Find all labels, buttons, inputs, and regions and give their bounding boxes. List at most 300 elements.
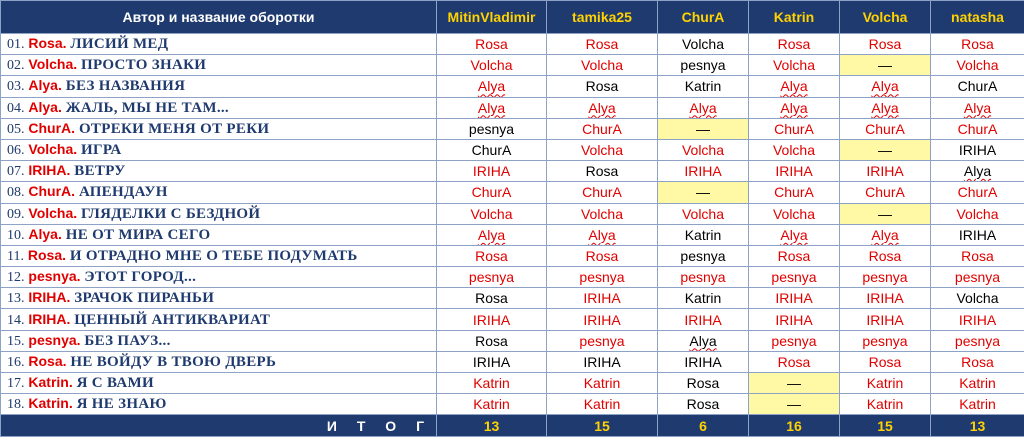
- vote-cell: [658, 330, 749, 351]
- vote-value: Volcha: [956, 57, 999, 74]
- song-cell: [1, 182, 437, 203]
- header-user-chura: ChurA: [658, 1, 749, 34]
- vote-value: IRIHA: [472, 353, 511, 370]
- vote-cell: [658, 224, 749, 245]
- vote-value: Rosa: [777, 36, 811, 53]
- vote-cell: [658, 394, 749, 415]
- vote-value: Volcha: [681, 205, 725, 222]
- vote-cell: [437, 203, 547, 224]
- song-title: ВЕТРУ: [74, 163, 126, 180]
- vote-value: IRIHA: [775, 163, 813, 180]
- table-row: [1, 139, 1024, 160]
- header-user-mitinvladimir: MitinVladimir: [437, 1, 547, 34]
- vote-cell: [658, 267, 749, 288]
- song-number: 04.: [7, 100, 25, 116]
- vote-cell: [840, 34, 931, 55]
- vote-value: Alya: [588, 99, 616, 116]
- vote-cell: [749, 118, 840, 139]
- vote-value: IRIHA: [472, 163, 511, 180]
- vote-value: pesnya: [680, 57, 726, 74]
- vote-value: Rosa: [585, 78, 619, 95]
- vote-cell: [840, 267, 931, 288]
- vote-cell: [931, 224, 1024, 245]
- song-author: IRIHA.: [28, 310, 71, 327]
- song-number: 17.: [7, 376, 25, 392]
- vote-value: pesnya: [771, 269, 817, 286]
- table-row: [1, 394, 1024, 415]
- vote-cell: [658, 373, 749, 394]
- song-number: 10.: [7, 227, 25, 243]
- total-value: 15: [840, 415, 931, 437]
- vote-value: —: [787, 396, 801, 413]
- vote-value: IRIHA: [775, 290, 813, 307]
- song-author: Katrin.: [28, 395, 73, 412]
- song-cell: [1, 373, 437, 394]
- song-cell: [1, 97, 437, 118]
- vote-cell: [437, 161, 547, 182]
- vote-value: —: [787, 375, 801, 392]
- vote-cell: [437, 139, 547, 160]
- song-cell: [1, 245, 437, 266]
- song-number: 03.: [7, 79, 25, 95]
- vote-cell: [931, 139, 1024, 160]
- vote-value: Volcha: [772, 142, 816, 159]
- vote-value: ChurA: [957, 120, 998, 137]
- vote-cell: [749, 34, 840, 55]
- vote-value: IRIHA: [583, 353, 621, 370]
- vote-cell: [749, 161, 840, 182]
- vote-value: Katrin: [866, 396, 904, 413]
- song-number: 12.: [7, 270, 25, 286]
- vote-cell: [437, 351, 547, 372]
- vote-value: ChurA: [582, 184, 622, 201]
- vote-cell: [749, 267, 840, 288]
- vote-value: Katrin: [684, 78, 722, 95]
- table-row: [1, 224, 1024, 245]
- vote-cell: [658, 288, 749, 309]
- vote-value: ChurA: [957, 184, 998, 201]
- vote-value: pesnya: [579, 269, 625, 286]
- song-title: ЗРАЧОК ПИРАНЬИ: [74, 290, 215, 307]
- song-number: 08.: [7, 185, 25, 201]
- vote-cell: [437, 373, 547, 394]
- vote-cell: [840, 118, 931, 139]
- vote-value: Volcha: [772, 205, 816, 222]
- song-cell: [1, 330, 437, 351]
- vote-value: Katrin: [684, 290, 722, 307]
- header-user-tamika25: tamika25: [547, 1, 658, 34]
- header-user-volcha: Volcha: [840, 1, 931, 34]
- vote-cell: [437, 55, 547, 76]
- vote-cell: [547, 245, 658, 266]
- song-title: ЭТОТ ГОРОД...: [84, 269, 197, 286]
- vote-cell: [547, 97, 658, 118]
- vote-value: pesnya: [579, 332, 625, 349]
- vote-cell: [547, 182, 658, 203]
- vote-value: Rosa: [961, 353, 994, 370]
- vote-value: Alya: [780, 226, 808, 243]
- song-title: НЕ ОТ МИРА СЕГО: [65, 226, 211, 243]
- vote-cell: [437, 394, 547, 415]
- vote-value: Rosa: [475, 247, 508, 264]
- vote-cell: [658, 245, 749, 266]
- vote-value: Rosa: [868, 353, 902, 370]
- total-value: 15: [547, 415, 658, 437]
- vote-cell: [749, 245, 840, 266]
- song-cell: [1, 267, 437, 288]
- song-number: 13.: [7, 291, 25, 307]
- vote-cell: [931, 309, 1024, 330]
- vote-cell: [547, 118, 658, 139]
- vote-value: Volcha: [681, 142, 725, 159]
- vote-value: Alya: [871, 78, 899, 95]
- vote-cell: [840, 76, 931, 97]
- vote-value: IRIHA: [684, 163, 722, 180]
- song-number: 02.: [7, 58, 25, 74]
- vote-value: Katrin: [959, 375, 996, 392]
- song-title: ОТРЕКИ МЕНЯ ОТ РЕКИ: [78, 120, 270, 137]
- table-body: [1, 34, 1024, 415]
- song-author: IRIHA.: [28, 289, 71, 306]
- vote-cell: [840, 161, 931, 182]
- vote-value: IRIHA: [583, 290, 621, 307]
- vote-cell: [749, 351, 840, 372]
- vote-value: Alya: [477, 226, 506, 243]
- total-value: 16: [749, 415, 840, 437]
- vote-cell: [749, 203, 840, 224]
- song-number: 15.: [7, 333, 25, 349]
- song-cell: [1, 309, 437, 330]
- song-title: ГЛЯДЕЛКИ С БЕЗДНОЙ: [81, 205, 261, 222]
- vote-cell: [437, 288, 547, 309]
- vote-value: Alya: [588, 226, 616, 243]
- vote-cell: [658, 118, 749, 139]
- vote-cell: [749, 97, 840, 118]
- table-row: [1, 97, 1024, 118]
- vote-cell: [547, 34, 658, 55]
- vote-value: Katrin: [684, 226, 722, 243]
- vote-value: Volcha: [470, 205, 513, 222]
- vote-cell: [658, 97, 749, 118]
- song-number: 16.: [7, 354, 25, 370]
- vote-value: Rosa: [777, 247, 811, 264]
- vote-value: Rosa: [961, 36, 994, 53]
- vote-cell: [547, 394, 658, 415]
- total-value: 6: [658, 415, 749, 437]
- header-user-natasha: natasha: [931, 1, 1024, 34]
- song-author: Volcha.: [28, 56, 78, 73]
- vote-value: ChurA: [865, 184, 905, 201]
- song-title: ПРОСТО ЗНАКИ: [81, 57, 207, 74]
- vote-cell: [749, 288, 840, 309]
- vote-cell: [547, 267, 658, 288]
- song-title: ЛИСИЙ МЕД: [70, 36, 169, 53]
- vote-cell: [437, 118, 547, 139]
- song-author: Alya.: [28, 225, 62, 242]
- song-cell: [1, 224, 437, 245]
- song-title: ИГРА: [81, 142, 122, 159]
- vote-cell: [931, 351, 1024, 372]
- vote-value: Katrin: [866, 375, 904, 392]
- vote-value: Katrin: [583, 375, 621, 392]
- song-author: Rosa.: [28, 352, 67, 369]
- song-number: 07.: [7, 164, 25, 180]
- vote-value: Rosa: [686, 375, 720, 392]
- vote-cell: [437, 76, 547, 97]
- vote-cell: [437, 267, 547, 288]
- vote-value: Volcha: [580, 142, 624, 159]
- vote-cell: [658, 309, 749, 330]
- song-number: 05.: [7, 121, 25, 137]
- song-cell: [1, 203, 437, 224]
- vote-value: Rosa: [475, 332, 508, 349]
- vote-cell: [749, 330, 840, 351]
- vote-cell: [547, 203, 658, 224]
- vote-value: Alya: [780, 99, 808, 116]
- song-number: 01.: [7, 37, 25, 53]
- table-row: [1, 182, 1024, 203]
- vote-cell: [658, 203, 749, 224]
- table-row: [1, 34, 1024, 55]
- song-title: Я С ВАМИ: [76, 375, 154, 392]
- vote-cell: [749, 55, 840, 76]
- vote-value: —: [696, 184, 710, 201]
- song-author: Alya.: [28, 77, 62, 94]
- vote-value: IRIHA: [583, 311, 621, 328]
- vote-value: Alya: [689, 332, 717, 349]
- vote-cell: [840, 309, 931, 330]
- table-row: [1, 373, 1024, 394]
- vote-value: pesnya: [954, 332, 1001, 349]
- song-cell: [1, 139, 437, 160]
- total-value: 13: [437, 415, 547, 437]
- vote-value: Rosa: [868, 36, 902, 53]
- song-number: 18.: [7, 397, 25, 413]
- song-title: АПЕНДАУН: [78, 184, 168, 201]
- vote-value: IRIHA: [472, 311, 511, 328]
- vote-value: IRIHA: [958, 142, 997, 159]
- vote-cell: [658, 351, 749, 372]
- song-author: ChurA.: [28, 119, 76, 136]
- vote-cell: [840, 351, 931, 372]
- vote-cell: [840, 203, 931, 224]
- vote-cell: [547, 76, 658, 97]
- total-value: 13: [931, 415, 1024, 437]
- vote-cell: [840, 373, 931, 394]
- song-author: Volcha.: [28, 141, 78, 158]
- song-cell: [1, 161, 437, 182]
- vote-cell: [547, 309, 658, 330]
- vote-value: IRIHA: [684, 311, 722, 328]
- vote-value: IRIHA: [866, 163, 904, 180]
- vote-cell: [931, 55, 1024, 76]
- vote-value: Rosa: [585, 247, 619, 264]
- vote-value: Volcha: [681, 36, 725, 53]
- vote-cell: [749, 182, 840, 203]
- vote-cell: [840, 182, 931, 203]
- song-author: Rosa.: [27, 246, 66, 263]
- vote-value: Volcha: [580, 205, 624, 222]
- vote-value: pesnya: [680, 247, 726, 264]
- vote-value: Katrin: [473, 375, 510, 392]
- vote-value: Volcha: [956, 290, 999, 307]
- vote-cell: [658, 55, 749, 76]
- vote-value: ChurA: [957, 78, 998, 95]
- vote-value: pesnya: [468, 120, 515, 137]
- vote-value: Katrin: [583, 396, 621, 413]
- vote-cell: [749, 224, 840, 245]
- vote-value: pesnya: [862, 269, 908, 286]
- vote-cell: [547, 351, 658, 372]
- vote-cell: [658, 34, 749, 55]
- song-author: Alya.: [28, 98, 62, 115]
- vote-value: —: [878, 142, 892, 159]
- vote-value: Volcha: [580, 57, 624, 74]
- header-title: Автор и название оборотки: [1, 1, 437, 34]
- song-title: Я НЕ ЗНАЮ: [76, 396, 167, 413]
- song-title: НЕ ВОЙДУ В ТВОЮ ДВЕРЬ: [70, 353, 277, 370]
- song-cell: [1, 351, 437, 372]
- song-cell: [1, 394, 437, 415]
- vote-cell: [840, 97, 931, 118]
- vote-cell: [658, 76, 749, 97]
- vote-value: Alya: [963, 163, 992, 180]
- vote-cell: [840, 245, 931, 266]
- vote-cell: [547, 55, 658, 76]
- vote-cell: [840, 394, 931, 415]
- vote-value: Rosa: [585, 36, 619, 53]
- vote-cell: [931, 203, 1024, 224]
- vote-cell: [840, 55, 931, 76]
- song-number: 14.: [7, 312, 25, 328]
- song-title: ЦЕННЫЙ АНТИКВАРИАТ: [74, 311, 271, 328]
- vote-cell: [931, 76, 1024, 97]
- vote-cell: [547, 373, 658, 394]
- vote-cell: [749, 76, 840, 97]
- vote-cell: [840, 330, 931, 351]
- vote-cell: [749, 394, 840, 415]
- vote-value: Volcha: [470, 57, 513, 74]
- vote-cell: [931, 373, 1024, 394]
- vote-cell: [547, 288, 658, 309]
- vote-cell: [437, 330, 547, 351]
- vote-value: Alya: [689, 99, 717, 116]
- vote-cell: [437, 97, 547, 118]
- vote-value: Alya: [871, 226, 899, 243]
- vote-value: Rosa: [475, 36, 508, 53]
- vote-value: Katrin: [959, 396, 996, 413]
- vote-cell: [437, 182, 547, 203]
- vote-value: pesnya: [862, 332, 908, 349]
- vote-cell: [547, 139, 658, 160]
- vote-value: ChurA: [471, 184, 512, 201]
- total-label: И Т О Г: [1, 415, 437, 437]
- vote-cell: [749, 139, 840, 160]
- vote-cell: [931, 330, 1024, 351]
- vote-value: Alya: [871, 99, 899, 116]
- table-row: [1, 245, 1024, 266]
- header-user-katrin: Katrin: [749, 1, 840, 34]
- vote-cell: [931, 288, 1024, 309]
- vote-value: Rosa: [585, 163, 619, 180]
- vote-value: pesnya: [680, 269, 726, 286]
- vote-value: pesnya: [468, 269, 515, 286]
- vote-value: —: [696, 120, 710, 137]
- vote-value: pesnya: [954, 269, 1001, 286]
- vote-value: Alya: [477, 78, 506, 95]
- vote-value: Volcha: [956, 205, 999, 222]
- vote-value: pesnya: [771, 332, 817, 349]
- table-row: [1, 118, 1024, 139]
- song-number: 11.: [7, 248, 24, 264]
- vote-cell: [658, 182, 749, 203]
- table-row: [1, 351, 1024, 372]
- vote-value: Alya: [963, 99, 992, 116]
- vote-cell: [749, 309, 840, 330]
- song-cell: [1, 55, 437, 76]
- song-cell: [1, 76, 437, 97]
- vote-value: Volcha: [772, 57, 816, 74]
- song-cell: [1, 34, 437, 55]
- vote-value: Rosa: [686, 396, 720, 413]
- vote-value: Alya: [477, 99, 506, 116]
- vote-cell: [840, 288, 931, 309]
- vote-value: ChurA: [471, 142, 512, 159]
- vote-cell: [437, 34, 547, 55]
- vote-cell: [547, 330, 658, 351]
- song-title: БЕЗ ПАУЗ...: [84, 332, 171, 349]
- song-title: ЖАЛЬ, МЫ НЕ ТАМ...: [65, 99, 229, 116]
- vote-cell: [931, 118, 1024, 139]
- vote-value: ChurA: [865, 120, 905, 137]
- vote-value: Rosa: [961, 247, 994, 264]
- vote-value: IRIHA: [775, 311, 813, 328]
- vote-value: ChurA: [774, 184, 814, 201]
- vote-value: IRIHA: [866, 311, 904, 328]
- table-row: [1, 76, 1024, 97]
- table-row: [1, 330, 1024, 351]
- vote-cell: [931, 394, 1024, 415]
- vote-value: —: [878, 205, 892, 222]
- vote-cell: [437, 309, 547, 330]
- vote-cell: [547, 161, 658, 182]
- song-cell: [1, 288, 437, 309]
- vote-cell: [931, 267, 1024, 288]
- vote-value: ChurA: [774, 120, 814, 137]
- song-cell: [1, 118, 437, 139]
- table-row: [1, 161, 1024, 182]
- vote-value: IRIHA: [684, 353, 722, 370]
- song-number: 09.: [7, 206, 25, 222]
- vote-cell: [658, 161, 749, 182]
- table-row: [1, 203, 1024, 224]
- vote-value: Rosa: [475, 290, 508, 307]
- vote-value: IRIHA: [958, 311, 997, 328]
- song-author: Katrin.: [28, 374, 73, 391]
- vote-value: IRIHA: [866, 290, 904, 307]
- header-row: [1, 1, 1024, 34]
- vote-cell: [931, 97, 1024, 118]
- vote-value: Katrin: [473, 396, 510, 413]
- vote-value: Rosa: [868, 247, 902, 264]
- song-title: И ОТРАДНО МНЕ О ТЕБЕ ПОДУМАТЬ: [69, 247, 358, 264]
- vote-cell: [437, 245, 547, 266]
- song-author: ChurA.: [28, 183, 76, 200]
- song-author: Volcha.: [28, 204, 78, 221]
- vote-cell: [840, 224, 931, 245]
- total-row: [1, 415, 1024, 437]
- song-author: IRIHA.: [28, 162, 71, 179]
